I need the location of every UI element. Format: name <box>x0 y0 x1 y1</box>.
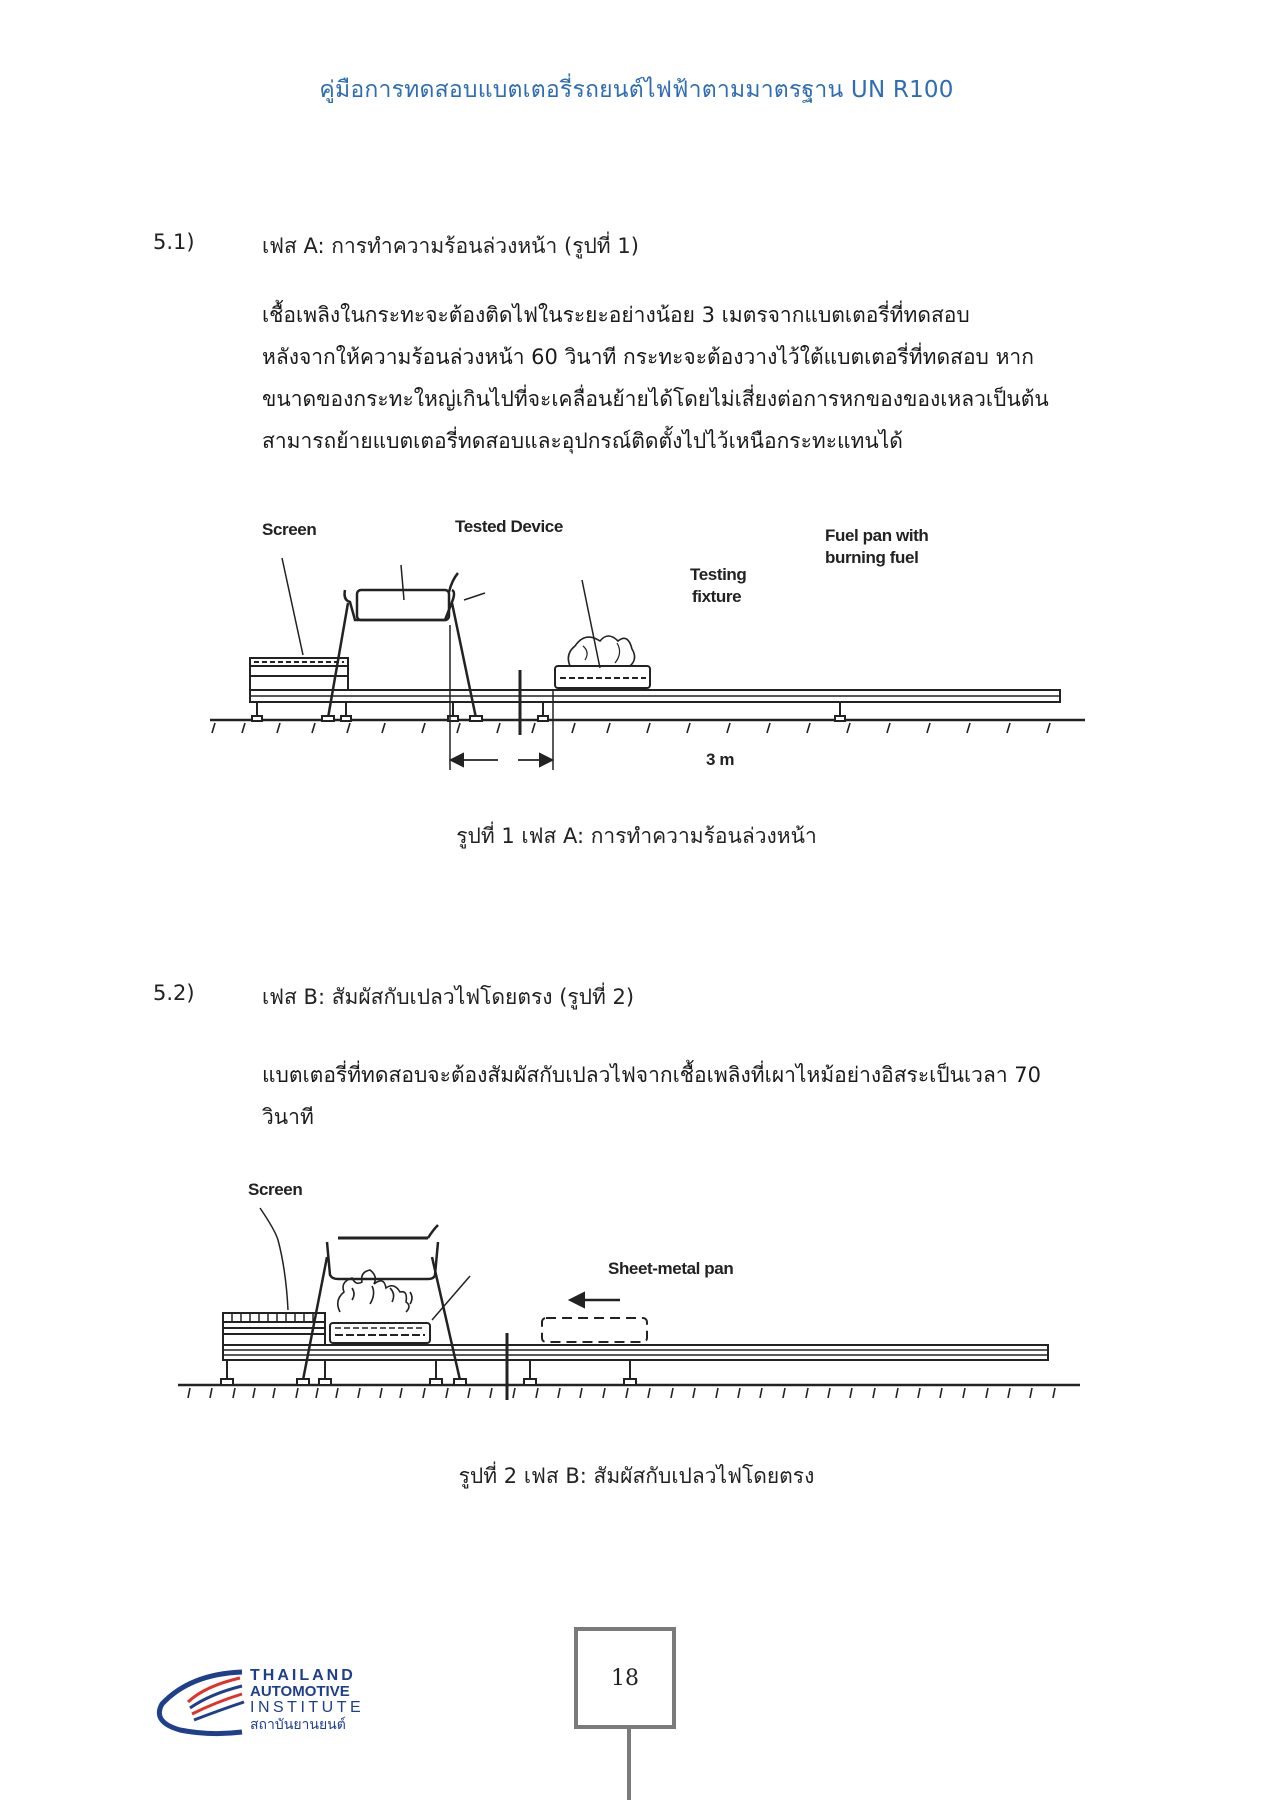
paragraph-line: แบตเตอรี่ที่ทดสอบจะต้องสัมผัสกับเปลวไฟจากเชื้อเพลิงที่เผาไหม้อย่างอิสระเป็นเวลา 70 <box>262 1063 1042 1087</box>
label-sheet-metal-pan: Sheet-metal pan <box>608 1259 734 1278</box>
logo-text-institute: INSTITUTE <box>250 1699 365 1716</box>
figure-1-caption: รูปที่ 1 เฟส A: การทำความร้อนล่วงหน้า <box>456 824 817 848</box>
thailand-automotive-institute-logo <box>150 1664 380 1744</box>
label-screen: Screen <box>262 520 317 539</box>
section-paragraph <box>262 1054 1102 1138</box>
paragraph-line: เชื้อเพลิงในกระทะจะต้องติดไฟในระยะอย่างน้อย 3 เมตรจากแบตเตอรี่ที่ทดสอบ <box>262 303 970 327</box>
logo-text-thai: สถาบันยานยนต์ <box>250 1716 346 1732</box>
label-tested-device: Tested Device <box>455 517 563 536</box>
label-screen: Screen <box>248 1180 303 1199</box>
label-testing-fixture-line2: fixture <box>692 587 742 606</box>
section-paragraph <box>262 294 1102 462</box>
section-number: 5.1) <box>153 230 195 254</box>
figure-2-phase-b-diagram <box>170 1180 1090 1420</box>
page-number-connector-line <box>627 1729 631 1800</box>
page-number: 18 <box>611 1665 639 1691</box>
label-fuel-pan-line1: Fuel pan with <box>825 526 929 545</box>
logo-text-automotive: AUTOMOTIVE <box>250 1683 350 1700</box>
paragraph-line: สามารถย้ายแบตเตอรี่ทดสอบและอุปกรณ์ติดตั้งไปไว้เหนือกระทะแทนได้ <box>262 429 903 453</box>
section-title: เฟส A: การทำความร้อนล่วงหน้า (รูปที่ 1) <box>262 234 639 258</box>
figure-2-caption: รูปที่ 2 เฟส B: สัมผัสกับเปลวไฟโดยตรง <box>458 1464 815 1488</box>
label-testing-fixture-line1: Testing <box>690 565 747 584</box>
paragraph-line: ขนาดของกระทะใหญ่เกินไปที่จะเคลื่อนย้ายได้โดยไม่เสี่ยงต่อการหกของของเหลวเป็นต้น <box>262 387 1049 411</box>
figure-1-phase-a-diagram <box>200 517 1100 780</box>
section-number: 5.2) <box>153 981 195 1005</box>
label-fuel-pan-line2: burning fuel <box>825 548 919 567</box>
label-distance: 3 m <box>703 750 737 770</box>
paragraph-line: วินาที <box>262 1105 314 1129</box>
logo-swoosh-icon <box>150 1664 250 1744</box>
logo-text-thailand: THAILAND <box>250 1667 356 1684</box>
section-title: เฟส B: สัมผัสกับเปลวไฟโดยตรง (รูปที่ 2) <box>262 985 635 1009</box>
paragraph-line: หลังจากให้ความร้อนล่วงหน้า 60 วินาที กระทะจะต้องวางไว้ใต้แบตเตอรี่ที่ทดสอบ หาก <box>262 345 1034 369</box>
page-number-box <box>574 1627 676 1729</box>
document-header-title: คู่มือการทดสอบแบตเตอรี่รถยนต์ไฟฟ้าตามมาตรฐาน UN R100 <box>319 77 954 103</box>
